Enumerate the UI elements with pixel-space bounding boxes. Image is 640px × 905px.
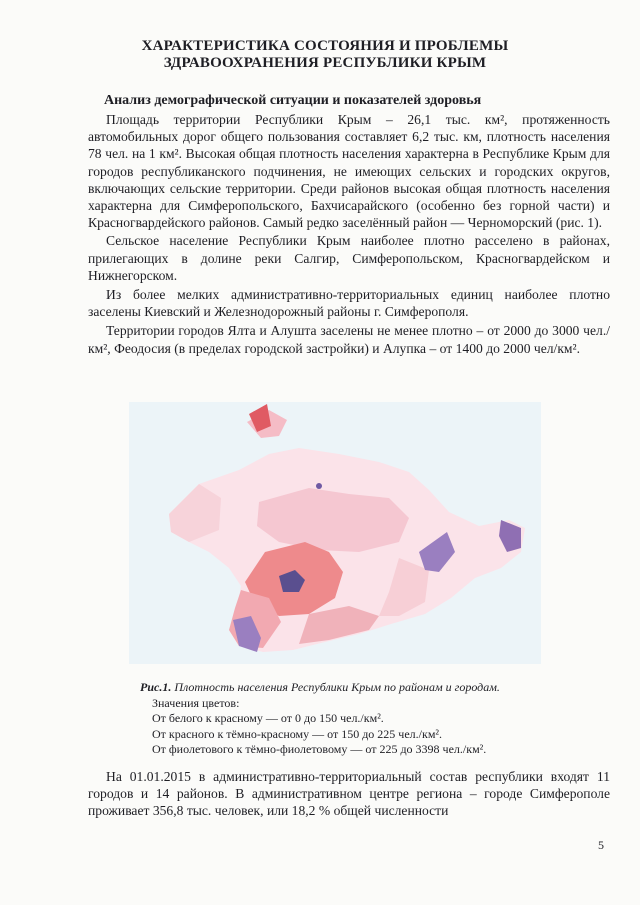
title-line-2: ЗДРАВООХРАНЕНИЯ РЕСПУБЛИКИ КРЫМ <box>163 55 487 71</box>
title-line-1: ХАРАКТЕРИСТИКА СОСТОЯНИЯ И ПРОБЛЕМЫ <box>141 38 509 54</box>
page-number: 5 <box>598 838 604 852</box>
figure-caption <box>140 680 580 758</box>
legend-item: От фиолетового к тёмно-фиолетовому — от 225 до 3398 чел./км². <box>152 742 487 756</box>
closing-text <box>88 768 610 822</box>
paragraph-admin-composition: На 01.01.2015 в административно-территориальный состав республики входят 11 городов и 14 районов. В административном центре региона – городе Симферополе проживает 356,8 тыс. человек, или 18,2 % общей численности <box>88 769 610 819</box>
crimea-density-map <box>129 402 541 664</box>
section-heading: Анализ демографической ситуации и показателей здоровья <box>104 93 482 108</box>
map-graphic <box>129 402 541 664</box>
paragraph-area: Площадь территории Республики Крым – 26,1 тыс. км², протяженность автомобильных дорог общего пользования составляет 6,2 тыс. км, плотность населения 78 чел. на 1 км². Высокая общая плотность населения характерна в Республике Крым для городов республиканского подчинения, не имеющих сельских и городских округов, включающих сельские территории. Среди районов высокая общая плотность населения характерна для Симферопольского, Бахчисарайского (особенно без горной части) и Красногвардейского районов. Самый редко заселённый район — Черноморский (рис. 1). <box>88 112 610 231</box>
body-text <box>88 111 610 359</box>
legend-heading: Значения цветов: <box>152 695 240 710</box>
page-title <box>60 38 590 72</box>
figure-title <box>140 680 580 696</box>
paragraph-admin-units: Из более мелких административно-территориальных единиц наиболее плотно заселены Киевский и Железнодорожный районы г. Симферополя. <box>88 287 610 320</box>
paragraph-cities: Территории городов Ялта и Алушта заселены не менее плотно – от 2000 до 3000 чел./км², Феодосия (в пределах городской застройки) и Алупка – от 1400 до 2000 чел/км². <box>88 323 610 356</box>
map-city-dzhankoy <box>316 483 322 489</box>
legend-item: От белого к красному — от 0 до 150 чел./км². <box>152 711 384 725</box>
figure-label: Рис.1. <box>140 680 172 694</box>
figure-title-text: Плотность населения Республики Крым по районам и городам. <box>174 680 500 694</box>
legend-item: От красного к тёмно-красному — от 150 до 225 чел./км². <box>152 726 443 741</box>
paragraph-rural: Сельское население Республики Крым наиболее плотно расселено в районах, прилегающих в долине реки Салгир, Симферопольском, Красногвардейском и Нижнегорском. <box>88 233 610 283</box>
